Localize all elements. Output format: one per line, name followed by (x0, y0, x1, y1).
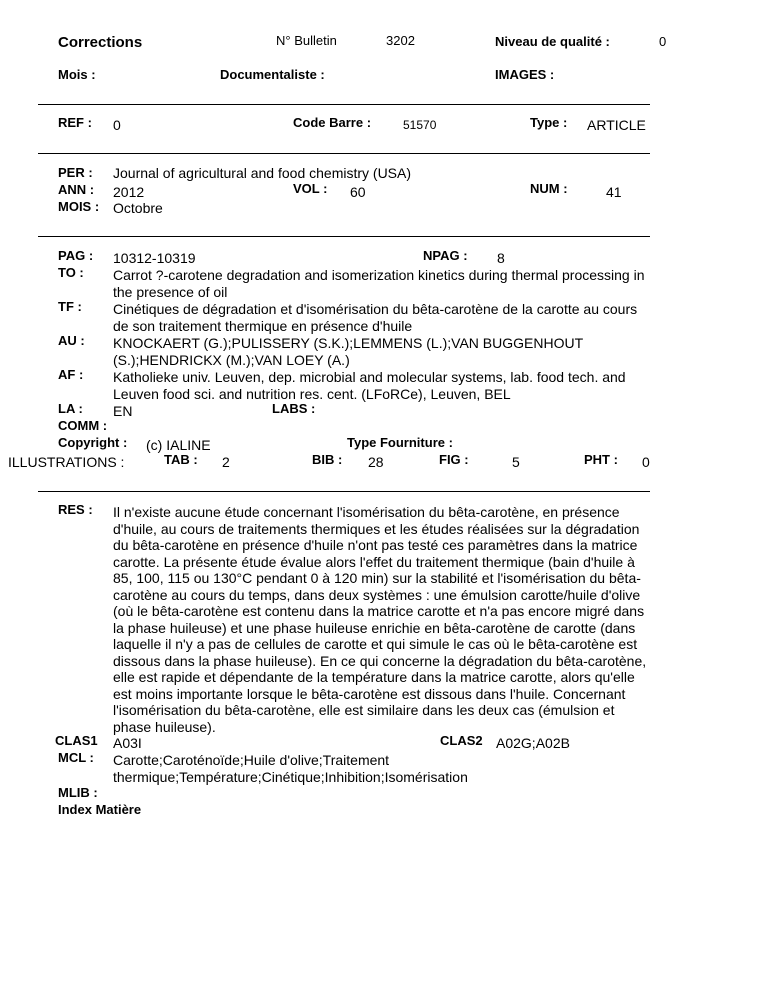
tab-label: TAB : (164, 452, 198, 467)
mlib-label: MLIB : (58, 785, 98, 800)
au-label: AU : (58, 333, 85, 348)
mcl-line: thermique;Température;Cinétique;Inhibition;Isomérisation (113, 769, 468, 785)
bulletin-label: N° Bulletin (276, 33, 337, 48)
npag-label: NPAG : (423, 248, 468, 263)
mois-periodical-value: Octobre (113, 200, 163, 216)
pht-label: PHT : (584, 452, 618, 467)
bib-value: 28 (368, 454, 384, 470)
divider (38, 236, 650, 237)
res-line: d'huile, au cours de traitements thermiques et les études réalisées sur la dégradation (113, 520, 640, 537)
res-line: la phase huileuse) et une phase huileuse enrichie en bêta-carotène de carotte (dans (113, 619, 636, 636)
quality-value: 0 (659, 34, 667, 49)
tf-label: TF : (58, 299, 82, 314)
ann-label: ANN : (58, 182, 95, 197)
af-label: AF : (58, 367, 84, 382)
comm-label: COMM : (58, 418, 108, 433)
fig-label: FIG : (439, 452, 469, 467)
bulletin-value: 3202 (386, 33, 415, 48)
res-line: laquelle il n'y a pas de cellules de carotte et qui simule le cas où le bêta-carotène est (113, 636, 638, 652)
tab-value: 2 (222, 454, 230, 470)
mois-label: Mois : (58, 67, 96, 82)
vol-label: VOL : (293, 181, 328, 196)
res-line: du bêta-carotène en présence d'huile n'ont pas testé ces paramètres dans la matrice (113, 537, 638, 553)
num-label: NUM : (530, 181, 568, 196)
per-label: PER : (58, 165, 93, 180)
res-line: carotène au cours du temps, dans deux systèmes : une émulsion carotte/huile d'olive (113, 586, 641, 603)
to-line: the presence of oil (113, 284, 228, 300)
au-line: (S.);HENDRICKX (M.);VAN LOEY (A.) (113, 352, 350, 368)
fig-value: 5 (512, 454, 520, 470)
type-fourniture-label: Type Fourniture : (347, 435, 453, 450)
mcl-line: Carotte;Caroténoïde;Huile d'olive;Traitement (113, 752, 390, 768)
res-line: est moins importante lorsque le bêta-carotène est dissous dans l'huile. Concernant (113, 685, 626, 702)
labs-label: LABS : (272, 401, 316, 416)
ann-value: 2012 (113, 184, 145, 200)
res-line: phase huileuse). (113, 718, 216, 735)
clas1-label: CLAS1 (55, 733, 98, 748)
type-label: Type : (530, 115, 568, 130)
npag-value: 8 (497, 250, 505, 266)
code-barre-label: Code Barre : (293, 115, 372, 130)
vol-value: 60 (350, 184, 366, 200)
to-line: Carrot ?-carotene degradation and isomerization kinetics during thermal processing in (113, 267, 645, 283)
ref-label: REF : (58, 115, 92, 130)
res-line: dissous dans la phase huileuse). En ce qui concerne la dégradation du bêta-carotène, (113, 652, 647, 669)
divider (38, 491, 650, 492)
illustrations-label: ILLUSTRATIONS : (8, 454, 125, 470)
divider (38, 153, 650, 154)
index-matiere-label: Index Matière (58, 802, 142, 817)
res-line: elle est rapide et dépendante de la température dans la matrice carotte, alors qu'elle (113, 669, 635, 685)
num-value: 41 (606, 184, 622, 200)
type-value: ARTICLE (587, 117, 646, 133)
res-line: Il n'existe aucune étude concernant l'isomérisation du bêta-carotène, en présence (113, 504, 620, 520)
res-line: 85, 100, 115 ou 130°C pendant 0 à 120 min) sur la stabilité et l'isomérisation du bêta- (113, 570, 641, 586)
af-line: Leuven food sci. and nutrition res. cent. (LFoRCe), Leuven, BEL (113, 386, 511, 402)
clas2-value: A02G;A02B (496, 735, 570, 751)
copyright-label: Copyright : (58, 435, 128, 450)
la-label: LA : (58, 401, 83, 416)
divider (38, 104, 650, 105)
tf-line: de son traitement thermique en présence d'huile (113, 318, 413, 334)
ref-value: 0 (113, 117, 121, 133)
la-value: EN (113, 403, 133, 419)
corrections-title: Corrections (58, 34, 143, 51)
res-line: (où le bêta-carotène est contenu dans la matrice carotte et n'a pas encore migré dans (113, 603, 645, 619)
tf-line: Cinétiques de dégradation et d'isomérisation du bêta-carotène de la carotte au cours (113, 301, 638, 317)
res-line: carotte. La présente étude évalue alors l'effet du traitement thermique (bain d'huile à (113, 553, 635, 570)
af-line: Katholieke univ. Leuven, dep. microbial and molecular systems, lab. food tech. and (113, 369, 626, 385)
mois-periodical-label: MOIS : (58, 199, 100, 214)
pag-value: 10312-10319 (113, 250, 196, 266)
code-barre-value: 51570 (403, 118, 437, 132)
res-paragraph (113, 504, 673, 735)
images-label: IMAGES : (495, 67, 555, 82)
clas2-label: CLAS2 (440, 733, 483, 748)
documentaliste-label: Documentaliste : (220, 67, 325, 82)
clas1-value: A03I (113, 735, 142, 751)
to-label: TO : (58, 265, 84, 280)
res-label: RES : (58, 502, 93, 517)
pag-label: PAG : (58, 248, 94, 263)
pht-value: 0 (642, 454, 650, 470)
mcl-label: MCL : (58, 750, 94, 765)
quality-label: Niveau de qualité : (495, 34, 610, 49)
copyright-value: (c) IALINE (146, 437, 211, 453)
bib-label: BIB : (312, 452, 343, 467)
res-line: l'isomérisation du bêta-carotène, elle est similaire dans les deux cas (émulsion et (113, 702, 615, 718)
au-line: KNOCKAERT (G.);PULISSERY (S.K.);LEMMENS (L.);VAN BUGGENHOUT (113, 335, 584, 351)
per-value: Journal of agricultural and food chemistry (USA) (113, 165, 412, 181)
